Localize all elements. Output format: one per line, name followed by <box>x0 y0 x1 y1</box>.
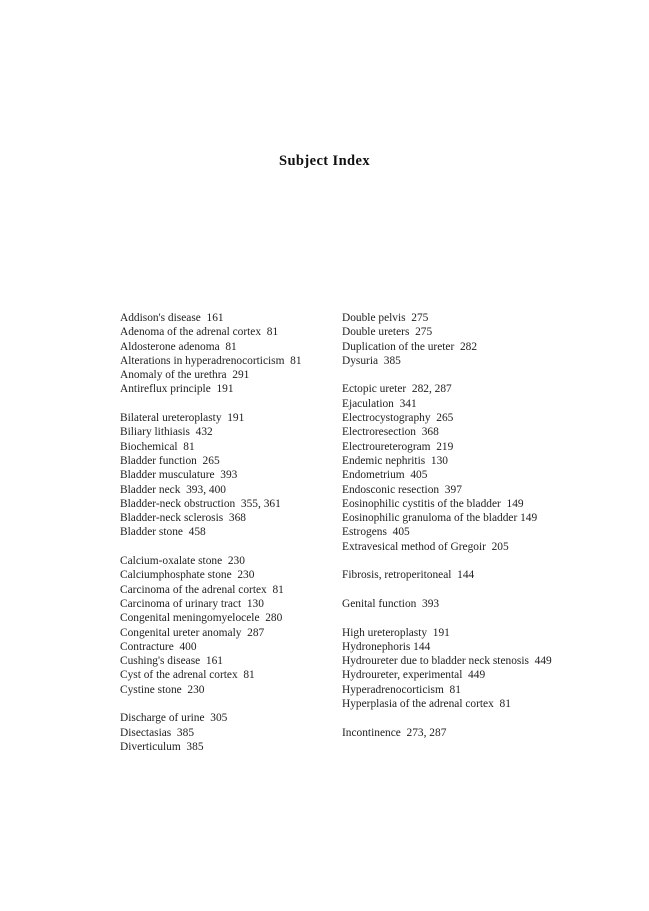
index-entry: Hydronephoris 144 <box>342 640 431 653</box>
index-entry: Endometrium 405 <box>342 469 428 482</box>
index-group-i <box>342 726 587 740</box>
index-group-h <box>342 626 587 712</box>
index-entry: Double ureters 275 <box>342 326 433 339</box>
index-entry: Aldosterone adenoma 81 <box>120 340 237 353</box>
index-group-d <box>342 311 587 368</box>
index-column-left <box>120 311 335 754</box>
index-column-right <box>342 311 587 740</box>
index-entry: Cystine stone 230 <box>120 683 205 696</box>
index-entry: Ectopic ureter 282, 287 <box>342 383 452 396</box>
index-entry: Eosinophilic cystitis of the bladder 149 <box>342 497 524 510</box>
index-entry: High ureteroplasty 191 <box>342 626 450 639</box>
index-entry: Disectasias 385 <box>120 726 195 739</box>
index-entry: Estrogens 405 <box>342 526 410 539</box>
index-entry: Hyperadrenocorticism 81 <box>342 683 461 696</box>
index-entry: Anomaly of the urethra 291 <box>120 369 250 382</box>
index-entry: Bilateral ureteroplasty 191 <box>120 412 245 425</box>
index-entry: Bladder musculature 393 <box>120 469 238 482</box>
index-entry: Endemic nephritis 130 <box>342 454 448 467</box>
index-entry: Adenoma of the adrenal cortex 81 <box>120 326 279 339</box>
index-group-f <box>342 568 587 582</box>
index-entry: Bladder-neck sclerosis 368 <box>120 512 246 525</box>
index-entry: Electroureterogram 219 <box>342 440 454 453</box>
index-entry: Carcinoma of the adrenal cortex 81 <box>120 583 284 596</box>
index-entry: Bladder stone 458 <box>120 526 206 539</box>
index-group-b <box>120 411 335 540</box>
index-entry: Alterations in hyperadrenocorticism 81 <box>120 354 302 367</box>
index-entry: Extravesical method of Gregoir 205 <box>342 540 509 553</box>
index-entry: Dysuria 385 <box>342 354 401 367</box>
index-entry: Electroresection 368 <box>342 426 439 439</box>
index-entry: Hydroureter, experimental 449 <box>342 669 486 682</box>
index-entry: Bladder-neck obstruction 355, 361 <box>120 497 281 510</box>
index-entry: Calciumphosphate stone 230 <box>120 569 255 582</box>
index-entry: Genital function 393 <box>342 597 440 610</box>
index-entry: Congenital meningomyelocele 280 <box>120 612 283 625</box>
index-group-c <box>120 554 335 697</box>
index-entry: Congenital ureter anomaly 287 <box>120 626 265 639</box>
index-entry: Biliary lithiasis 432 <box>120 426 213 439</box>
index-entry: Contracture 400 <box>120 640 197 653</box>
index-entry: Antireflux principle 191 <box>120 383 234 396</box>
index-entry: Eosinophilic granuloma of the bladder 149 <box>342 512 538 525</box>
index-entry: Bladder function 265 <box>120 454 220 467</box>
index-entry: Addison's disease 161 <box>120 312 224 324</box>
index-entry: Double pelvis 275 <box>342 312 429 324</box>
index-entry: Calcium-oxalate stone 230 <box>120 555 245 568</box>
index-group-g <box>342 597 587 611</box>
index-entry: Ejaculation 341 <box>342 397 417 410</box>
index-entry: Biochemical 81 <box>120 440 195 453</box>
index-group-d <box>120 711 335 754</box>
index-entry: Incontinence 273, 287 <box>342 726 447 739</box>
index-entry: Electrocystography 265 <box>342 412 454 425</box>
index-entry: Endosconic resection 397 <box>342 483 462 496</box>
page-title: Subject Index <box>278 153 370 169</box>
index-entry: Hydroureter due to bladder neck stenosis 449 <box>342 655 552 668</box>
index-entry: Bladder neck 393, 400 <box>120 483 226 496</box>
index-entry: Diverticulum 385 <box>120 740 204 753</box>
index-entry: Cyst of the adrenal cortex 81 <box>120 669 255 682</box>
index-entry: Discharge of urine 305 <box>120 712 228 725</box>
index-group-e <box>342 382 587 554</box>
index-group-a <box>120 311 335 397</box>
index-entry: Cushing's disease 161 <box>120 655 223 668</box>
index-entry: Fibrosis, retroperitoneal 144 <box>342 569 475 582</box>
index-entry: Carcinoma of urinary tract 130 <box>120 597 264 610</box>
index-entry: Duplication of the ureter 282 <box>342 340 478 353</box>
index-entry: Hyperplasia of the adrenal cortex 81 <box>342 698 511 711</box>
